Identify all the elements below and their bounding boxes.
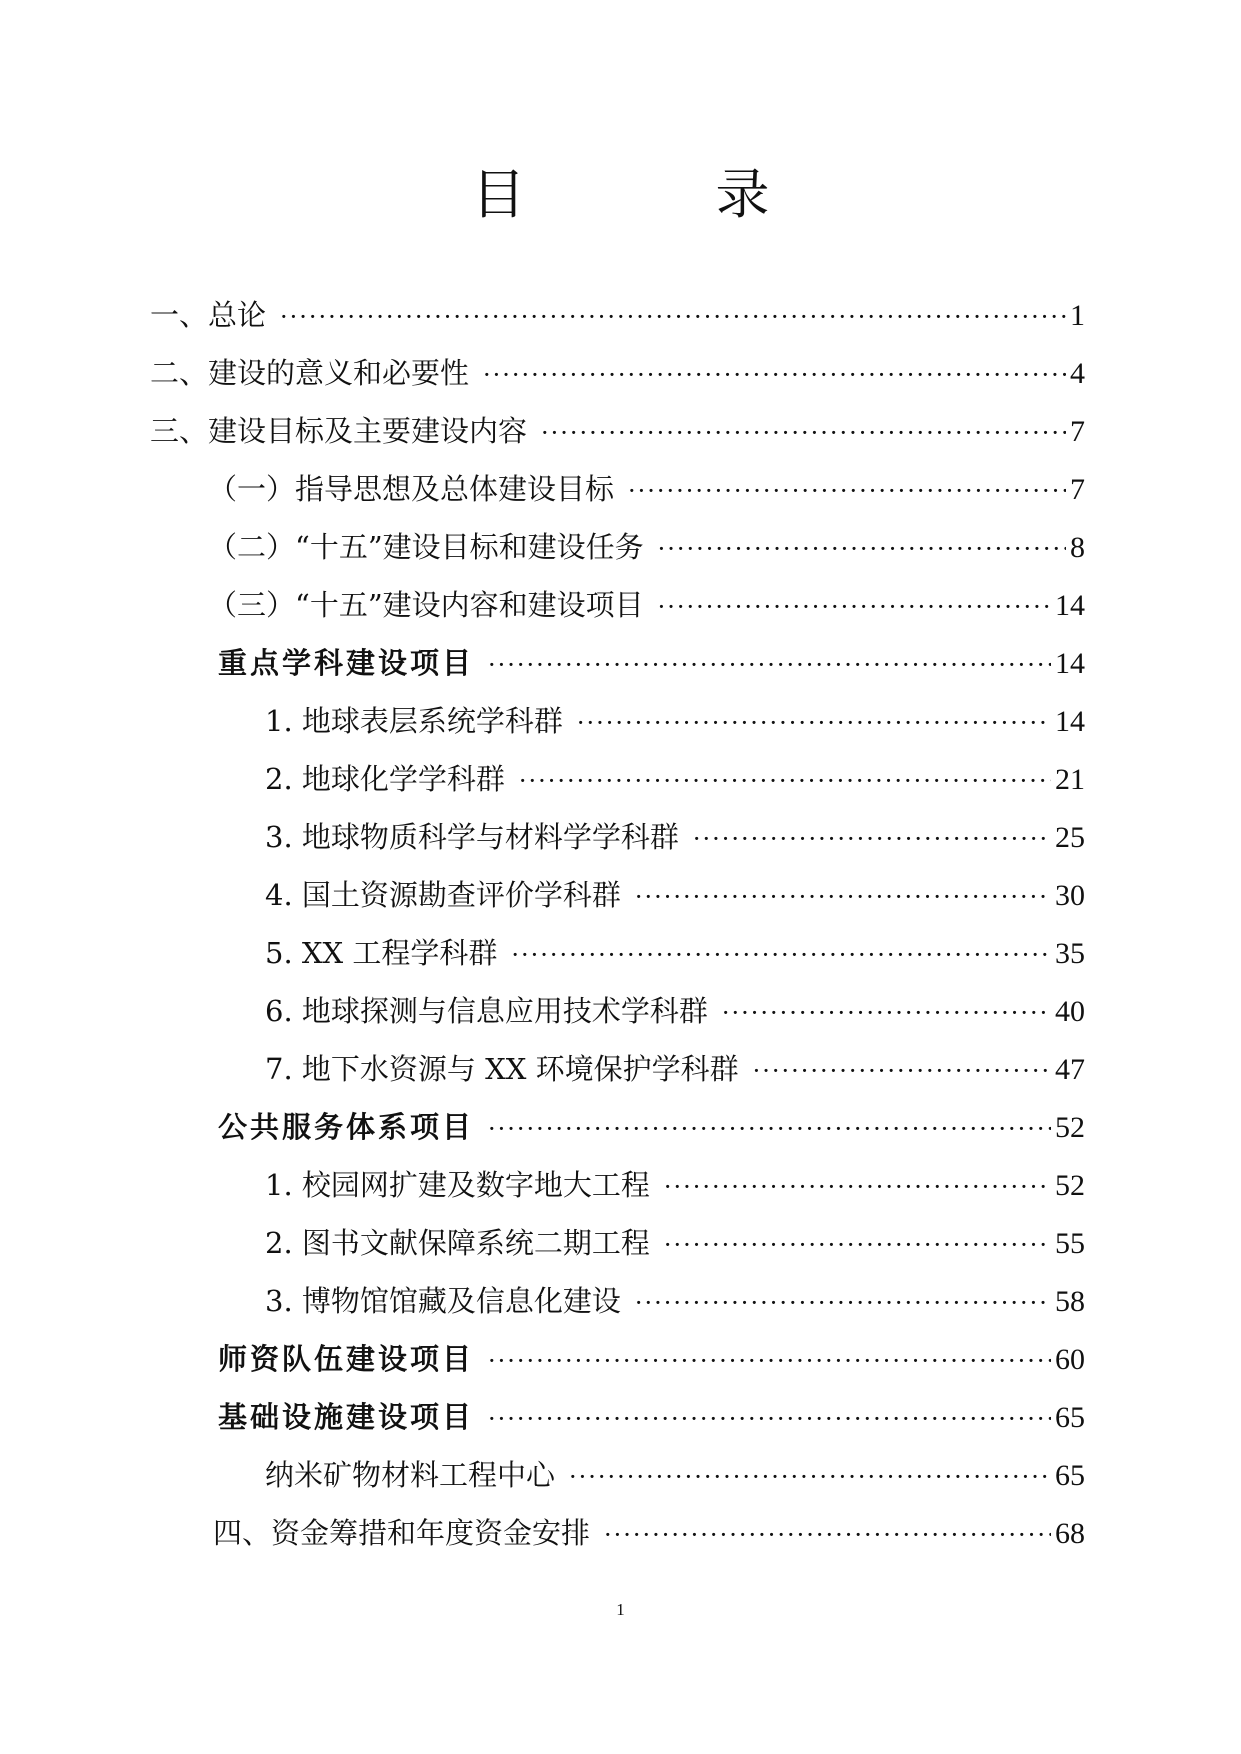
toc-entry[interactable] [213, 1504, 1085, 1562]
dot-leader [628, 462, 1066, 520]
dot-leader [541, 404, 1066, 462]
toc-entry[interactable] [208, 518, 1085, 576]
toc-entry[interactable] [218, 634, 1085, 692]
toc-entry-page: 65 [1055, 1401, 1085, 1434]
dot-leader [483, 346, 1066, 404]
dot-leader [569, 1448, 1051, 1506]
toc-entry-label: 二、建设的意义和必要性 [150, 356, 470, 390]
toc-entry-page: 40 [1055, 995, 1085, 1028]
toc-entry-page: 8 [1070, 531, 1085, 564]
dot-leader [577, 694, 1051, 752]
toc-entry-label: 一、总论 [150, 298, 267, 332]
dot-leader [753, 1042, 1051, 1100]
toc-entry-page: 58 [1055, 1285, 1085, 1318]
toc-entry-page: 7 [1070, 415, 1085, 448]
toc-entry-page: 52 [1055, 1111, 1085, 1144]
toc-entry-label: 纳米矿物材料工程中心 [265, 1458, 556, 1492]
toc-entry-label: 1. 地球表层系统学科群 [265, 704, 563, 738]
toc-entry[interactable] [218, 1330, 1085, 1388]
toc-entry-label: （一）指导思想及总体建设目标 [208, 472, 615, 506]
toc-entry[interactable] [265, 1040, 1085, 1098]
dot-leader [488, 1332, 1051, 1390]
toc-entry-page: 21 [1055, 763, 1085, 796]
dot-leader [604, 1506, 1051, 1564]
toc-entry-page: 7 [1070, 473, 1085, 506]
toc-entry-label: 四、资金筹措和年度资金安排 [213, 1516, 591, 1550]
toc-entry-label: （三）“十五”建设内容和建设项目 [208, 588, 644, 622]
toc-entry[interactable] [265, 924, 1085, 982]
toc-entry-label: 5. XX 工程学科群 [265, 936, 498, 970]
dot-leader [488, 636, 1051, 694]
dot-leader [635, 868, 1051, 926]
toc-entry[interactable] [265, 750, 1085, 808]
toc-entry-label: 2. 地球化学学科群 [265, 762, 505, 796]
toc-entry-page: 25 [1055, 821, 1085, 854]
toc-entry-label: 师资队伍建设项目 [218, 1342, 475, 1376]
dot-leader [519, 752, 1051, 810]
toc-entry-page: 14 [1055, 705, 1085, 738]
toc-entry[interactable] [265, 982, 1085, 1040]
toc-entry-label: 7. 地下水资源与 XX 环境保护学科群 [265, 1052, 739, 1086]
toc-entry-label: 公共服务体系项目 [218, 1110, 475, 1144]
toc-entry-page: 52 [1055, 1169, 1085, 1202]
toc-entry[interactable] [208, 576, 1085, 634]
toc-entry[interactable] [218, 1388, 1085, 1446]
toc-entry-label: 6. 地球探测与信息应用技术学科群 [265, 994, 708, 1028]
toc-entry-label: 1. 校园网扩建及数字地大工程 [265, 1168, 650, 1202]
page-title: 目 录 [471, 163, 838, 226]
toc-entry[interactable] [218, 1098, 1085, 1156]
dot-leader [658, 520, 1066, 578]
toc-entry[interactable] [150, 402, 1085, 460]
toc-entry-page: 47 [1055, 1053, 1085, 1086]
dot-leader [722, 984, 1051, 1042]
toc-entry-page: 35 [1055, 937, 1085, 970]
toc-entry-label: 3. 博物馆馆藏及信息化建设 [265, 1284, 621, 1318]
toc-entry-label: 基础设施建设项目 [218, 1400, 475, 1434]
toc-entry-page: 30 [1055, 879, 1085, 912]
toc-entry[interactable] [265, 808, 1085, 866]
toc-entry-label: 2. 图书文献保障系统二期工程 [265, 1226, 650, 1260]
toc-entry[interactable] [265, 1156, 1085, 1214]
toc-entry-label: （二）“十五”建设目标和建设任务 [208, 530, 644, 564]
toc-entry[interactable] [265, 1446, 1085, 1504]
dot-leader [693, 810, 1051, 868]
toc-entry-page: 68 [1055, 1517, 1085, 1550]
toc-entry-page: 60 [1055, 1343, 1085, 1376]
toc-entry-page: 14 [1055, 589, 1085, 622]
toc-entry-label: 3. 地球物质科学与材料学学科群 [265, 820, 679, 854]
dot-leader [488, 1390, 1051, 1448]
dot-leader [664, 1216, 1051, 1274]
toc-entry[interactable] [208, 460, 1085, 518]
toc-entry[interactable] [265, 692, 1085, 750]
toc-entry-label: 重点学科建设项目 [218, 646, 475, 680]
dot-leader [511, 926, 1051, 984]
dot-leader [658, 578, 1051, 636]
toc-entry-page: 65 [1055, 1459, 1085, 1492]
toc-entry-page: 14 [1055, 647, 1085, 680]
toc-entry-label: 三、建设目标及主要建设内容 [150, 414, 528, 448]
toc-entry[interactable] [150, 286, 1085, 344]
toc-entry[interactable] [150, 344, 1085, 402]
toc-entry[interactable] [265, 866, 1085, 924]
toc-entry[interactable] [265, 1214, 1085, 1272]
dot-leader [664, 1158, 1051, 1216]
toc-entry-page: 4 [1070, 357, 1085, 390]
toc-entry-page: 55 [1055, 1227, 1085, 1260]
dot-leader [635, 1274, 1051, 1332]
dot-leader [280, 288, 1066, 346]
toc-entry-page: 1 [1070, 299, 1085, 332]
dot-leader [488, 1100, 1051, 1158]
toc-entry[interactable] [265, 1272, 1085, 1330]
footer-page-number: 1 [616, 1600, 625, 1619]
toc-entry-label: 4. 国土资源勘查评价学科群 [265, 878, 621, 912]
